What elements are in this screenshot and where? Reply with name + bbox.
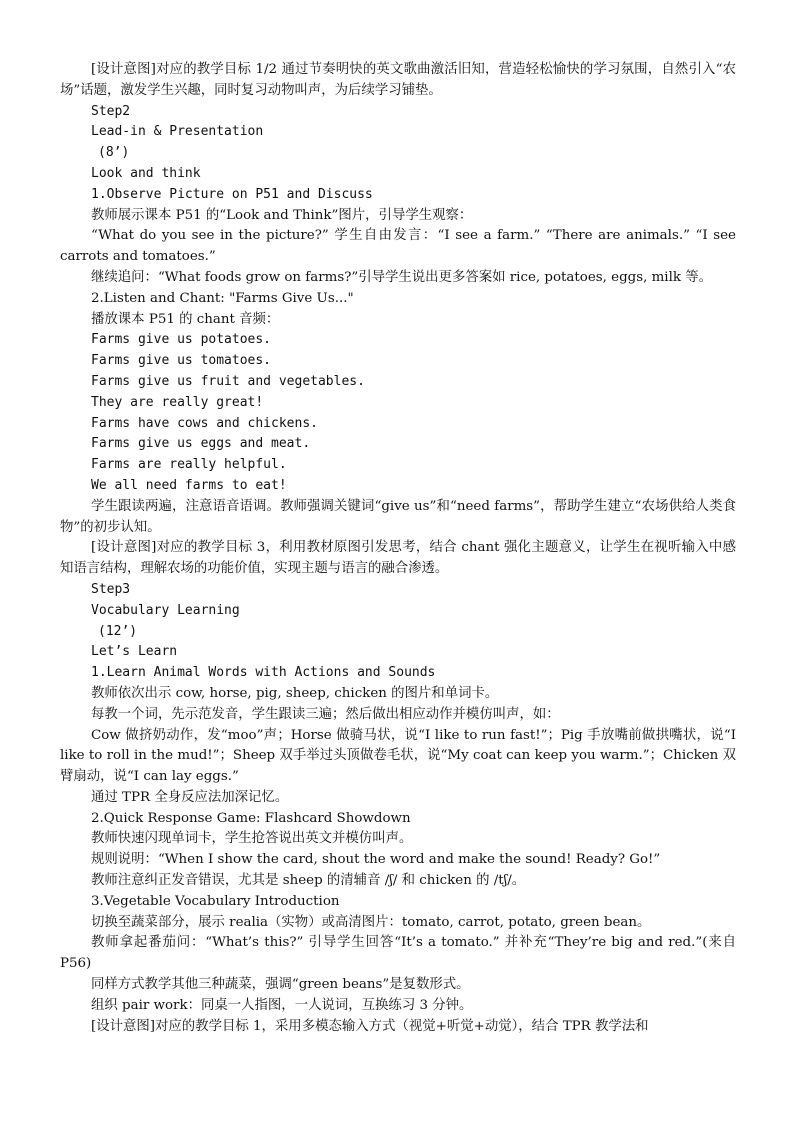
paragraph: They are really great! [91, 394, 264, 410]
paragraph: Lead-in & Presentation [91, 124, 264, 140]
paragraph: 1.Learn Animal Words with Actions and Sounds [91, 665, 436, 681]
paragraph: 教师依次出示 cow, horse, pig, sheep, chicken 的图片和单词卡。 [91, 685, 499, 701]
paragraph: We all need farms to eat! [91, 477, 287, 493]
paragraph: 教师快速闪现单词卡，学生抢答说出英文并模仿叫声。 [91, 831, 413, 847]
paragraph: 教师拿起番茄问：“What’s this?” 引导学生回答“It’s a tomato.” 并补充“They’re big and red.”(来自 P56) [60, 935, 736, 972]
paragraph: 组织 pair work：同桌一人指图，一人说词，互换练习 3 分钟。 [91, 997, 473, 1013]
paragraph: 教师展示课本 P51 的“Look and Think”图片，引导学生观察： [91, 207, 473, 223]
paragraph: Step3 [91, 581, 131, 597]
paragraph: Vocabulary Learning [91, 602, 240, 618]
paragraph: 2.Listen and Chant: "Farms Give Us..." [91, 290, 354, 306]
paragraph: 教师注意纠正发音错误，尤其是 sheep 的清辅音 /ʃ/ 和 chicken 的 /tʃ/。 [91, 873, 526, 889]
paragraph: 1.Observe Picture on P51 and Discuss [91, 186, 373, 202]
paragraph: Farms give us tomatoes. [91, 353, 272, 369]
paragraph: 3.Vegetable Vocabulary Introduction [91, 893, 340, 909]
paragraph: [设计意图]对应的教学目标 3，利用教材原图引发思考，结合 chant 强化主题意义，让学生在视听输入中感知语言结构，理解农场的功能价值，实现主题与语言的融合渗透。 [60, 540, 736, 577]
paragraph: [设计意图]对应的教学目标 1，采用多模态输入方式（视觉+听觉+动觉），结合 TPR 教学法和 [91, 1018, 649, 1034]
paragraph: Farms have cows and chickens. [91, 415, 318, 431]
paragraph: Farms are really helpful. [91, 457, 287, 473]
paragraph: 播放课本 P51 的 chant 音频： [91, 311, 280, 327]
paragraph: [设计意图]对应的教学目标 1/2 通过节奏明快的英文歌曲激活旧知，营造轻松愉快的学习氛围，自然引入“农场”话题，激发学生兴趣，同时复习动物叫声，为后续学习铺垫。 [60, 62, 736, 98]
paragraph: 通过 TPR 全身反应法加深记忆。 [91, 789, 289, 805]
paragraph: Step2 [91, 103, 131, 119]
paragraph: “What do you see in the picture?” 学生自由发言：“I see a farm.” “There are animals.” “I see carrots and tomatoes.” [60, 228, 736, 265]
paragraph: 规则说明：“When I show the card, shout the word and make the sound! Ready? Go!” [91, 852, 661, 868]
paragraph: 同样方式教学其他三种蔬菜，强调“green beans”是复数形式。 [91, 977, 470, 993]
paragraph: 学生跟读两遍，注意语音语调。教师强调关键词“give us”和“need farms”，帮助学生建立“农场供给人类食物”的初步认知。 [60, 498, 736, 535]
paragraph: Look and think [91, 165, 201, 181]
paragraph: Farms give us eggs and meat. [91, 436, 311, 452]
paragraph: (8’) [98, 145, 130, 161]
paragraph: (12’) [98, 623, 138, 639]
paragraph: Farms give us fruit and vegetables. [91, 373, 365, 389]
document-page [60, 60, 736, 1037]
paragraph: Farms give us potatoes. [91, 332, 272, 348]
paragraph: 继续追问：“What foods grow on farms?”引导学生说出更多答案如 rice, potatoes, eggs, milk 等。 [91, 269, 713, 285]
paragraph: 2.Quick Response Game: Flashcard Showdown [91, 810, 411, 826]
paragraph: 每教一个词，先示范发音，学生跟读三遍；然后做出相应动作并模仿叫声，如： [91, 706, 560, 722]
paragraph: Let’s Learn [91, 644, 178, 660]
paragraph: Cow 做挤奶动作，发“moo”声；Horse 做骑马状，说“I like to run fast!”；Pig 手放嘴前做拱嘴状，说“I like to roll in the mud!”；Sheep 双手举过头顶做卷毛状，说“My coat can keep you warm.”；Chicken 双臂扇动，说“I can lay eggs.” [60, 727, 736, 785]
paragraph: 切换至蔬菜部分，展示 realia（实物）或高清图片：tomato, carrot, potato, green bean。 [91, 914, 651, 930]
